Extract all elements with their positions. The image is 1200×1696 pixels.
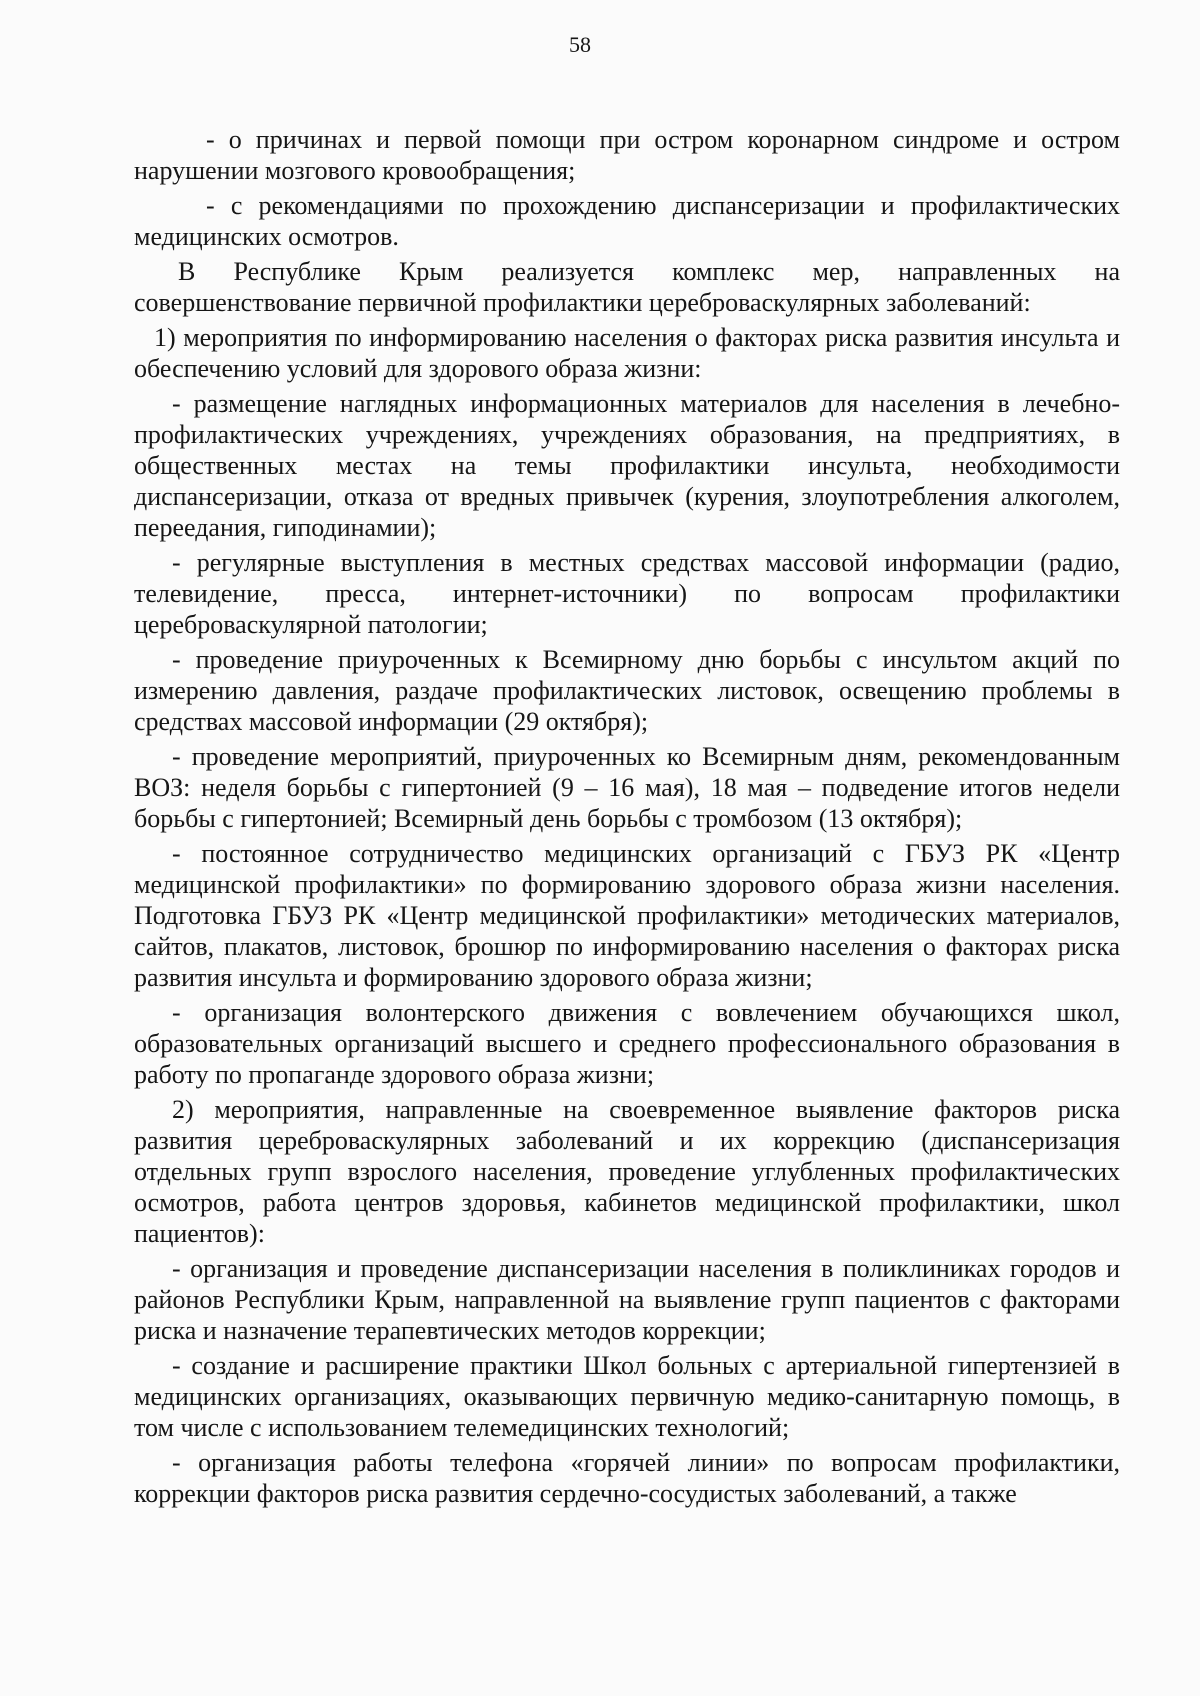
paragraph: - размещение наглядных информационных материалов для населения в лечебно-профилактических учреждениях, учреждениях образования, на предприятиях, в общественных местах на темы профилактики инсульта, необходимости диспансеризации, отказа от вредных привычек (курения, злоупотребления алкоголем, переедания, гиподинамии); <box>134 389 1120 542</box>
paragraph: - организация и проведение диспансеризации населения в поликлиниках городов и районов Республики Крым, направленной на выявление групп пациентов с факторами риска и назначение терапевтических методов коррекции; <box>134 1254 1120 1345</box>
paragraph: - о причинах и первой помощи при остром коронарном синдроме и остром нарушении мозгового кровообращения; <box>134 125 1120 185</box>
paragraph: - с рекомендациями по прохождению диспансеризации и профилактических медицинских осмотров. <box>134 191 1120 251</box>
paragraph: - проведение приуроченных к Всемирному дню борьбы с инсультом акций по измерению давления, раздаче профилактических листовок, освещению проблемы в средствах массовой информации (29 октября); <box>134 645 1120 736</box>
paragraph: 2) мероприятия, направленные на своевременное выявление факторов риска развития цереброваскулярных заболеваний и их коррекцию (диспансеризация отдельных групп взрослого населения, проведение углубленных профилактических осмотров, работа центров здоровья, кабинетов медицинской профилактики, школ пациентов): <box>134 1095 1120 1248</box>
paragraph: - организация работы телефона «горячей линии» по вопросам профилактики, коррекции факторов риска развития сердечно-сосудистых заболеваний, а также <box>134 1448 1120 1508</box>
paragraph: - проведение мероприятий, приуроченных ко Всемирным дням, рекомендованным ВОЗ: неделя борьбы с гипертонией (9 – 16 мая), 18 мая – подведение итогов недели борьбы с гипертонией; Всемирный день борьбы с тромбозом (13 октября); <box>134 742 1120 833</box>
paragraph: - постоянное сотрудничество медицинских организаций с ГБУЗ РК «Центр медицинской профилактики» по формированию здорового образа жизни населения. Подготовка ГБУЗ РК «Центр медицинской профилактики» методических материалов, сайтов, плакатов, листовок, брошюр по информированию населения о факторах риска развития инсульта и формированию здорового образа жизни; <box>134 839 1120 992</box>
body-text <box>134 124 1120 1513</box>
page-number: 58 <box>569 32 591 57</box>
paragraph: - создание и расширение практики Школ больных с артериальной гипертензией в медицинских организациях, оказывающих первичную медико-санитарную помощь, в том числе с использованием телемедицинских технологий; <box>134 1351 1120 1442</box>
paragraph: В Республике Крым реализуется комплекс мер, направленных на совершенствование первичной профилактики цереброваскулярных заболеваний: <box>134 257 1120 317</box>
paragraph: 1) мероприятия по информированию населения о факторах риска развития инсульта и обеспечению условий для здорового образа жизни: <box>134 323 1120 383</box>
paragraph: - регулярные выступления в местных средствах массовой информации (радио, телевидение, пресса, интернет-источники) по вопросам профилактики цереброваскулярной патологии; <box>134 548 1120 639</box>
paragraph: - организация волонтерского движения с вовлечением обучающихся школ, образовательных организаций высшего и среднего профессионального образования в работу по пропаганде здорового образа жизни; <box>134 998 1120 1089</box>
